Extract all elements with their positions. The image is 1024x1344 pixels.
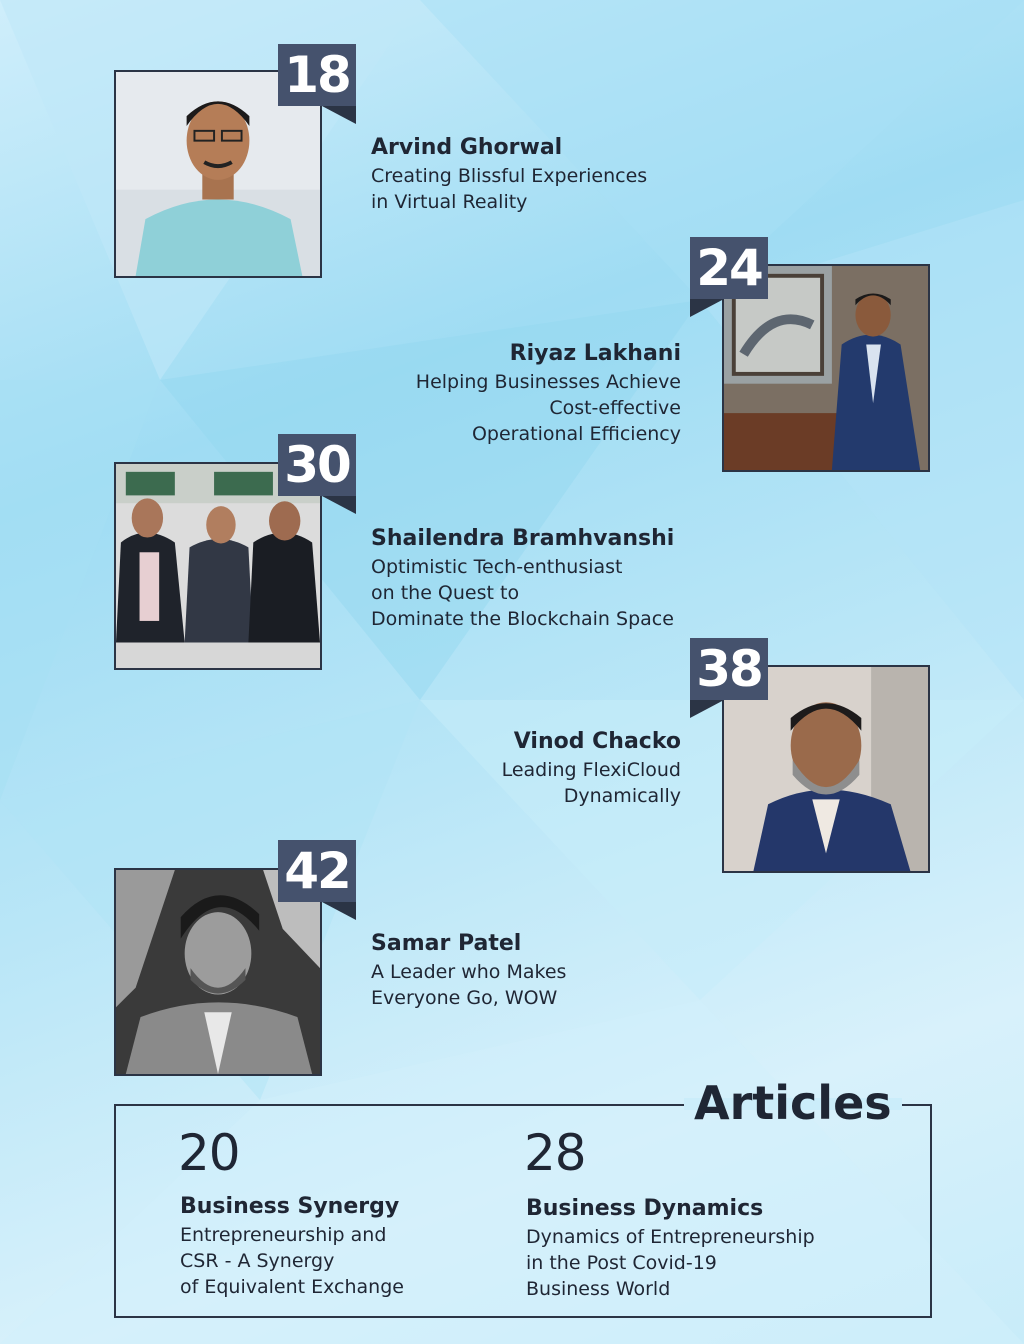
- description-line: of Equivalent Exchange: [180, 1276, 404, 1298]
- description-line: Everyone Go, WOW: [371, 987, 558, 1009]
- profile-name: Samar Patel: [371, 931, 522, 956]
- profile-name: Shailendra Bramhvanshi: [371, 526, 675, 551]
- page-number-badge: 18: [278, 44, 356, 106]
- description-line: Dynamics of Entrepreneurship: [526, 1226, 815, 1248]
- badge-fold: [322, 496, 356, 514]
- description-line: Entrepreneurship and: [180, 1224, 387, 1246]
- description-line: Creating Blissful Experiences: [371, 165, 648, 187]
- profile-name: Vinod Chacko: [513, 729, 681, 754]
- page-number-badge: 42: [278, 840, 356, 902]
- article-heading: Business Dynamics: [526, 1196, 764, 1221]
- description-line: Operational Efficiency: [471, 423, 681, 445]
- badge-fold: [322, 106, 356, 124]
- profile-description: [380, 757, 681, 809]
- description-line: Helping Businesses Achieve: [415, 371, 681, 393]
- profile-description: [380, 369, 681, 447]
- badge-fold: [690, 700, 724, 718]
- description-line: Dominate the Blockchain Space: [371, 608, 674, 630]
- article-page-number: 20: [178, 1124, 240, 1182]
- article-heading: Business Synergy: [180, 1194, 400, 1219]
- profile-description: [371, 959, 566, 1011]
- description-line: CSR - A Synergy: [180, 1250, 335, 1272]
- profile-name: Riyaz Lakhani: [509, 341, 681, 366]
- article-description: [526, 1224, 815, 1302]
- article-page-number: 28: [524, 1124, 586, 1182]
- badge-fold: [322, 902, 356, 920]
- description-line: Business World: [526, 1278, 671, 1300]
- description-line: in the Post Covid-19: [526, 1252, 717, 1274]
- description-line: Optimistic Tech-enthusiast: [371, 556, 623, 578]
- article-description: [180, 1222, 404, 1300]
- page-number-badge: 30: [278, 434, 356, 496]
- profile-name: Arvind Ghorwal: [371, 135, 563, 160]
- page-number-badge: 38: [690, 638, 768, 700]
- description-line: Leading FlexiCloud: [501, 759, 681, 781]
- description-line: Dynamically: [563, 785, 681, 807]
- description-line: Cost-effective: [549, 397, 681, 419]
- page-number-badge: 24: [690, 237, 768, 299]
- description-line: in Virtual Reality: [371, 191, 528, 213]
- description-line: on the Quest to: [371, 582, 520, 604]
- profile-description: [371, 554, 674, 632]
- profile-description: [371, 163, 647, 215]
- description-line: A Leader who Makes: [371, 961, 567, 983]
- badge-fold: [690, 299, 724, 317]
- articles-title: Articles: [694, 1076, 892, 1130]
